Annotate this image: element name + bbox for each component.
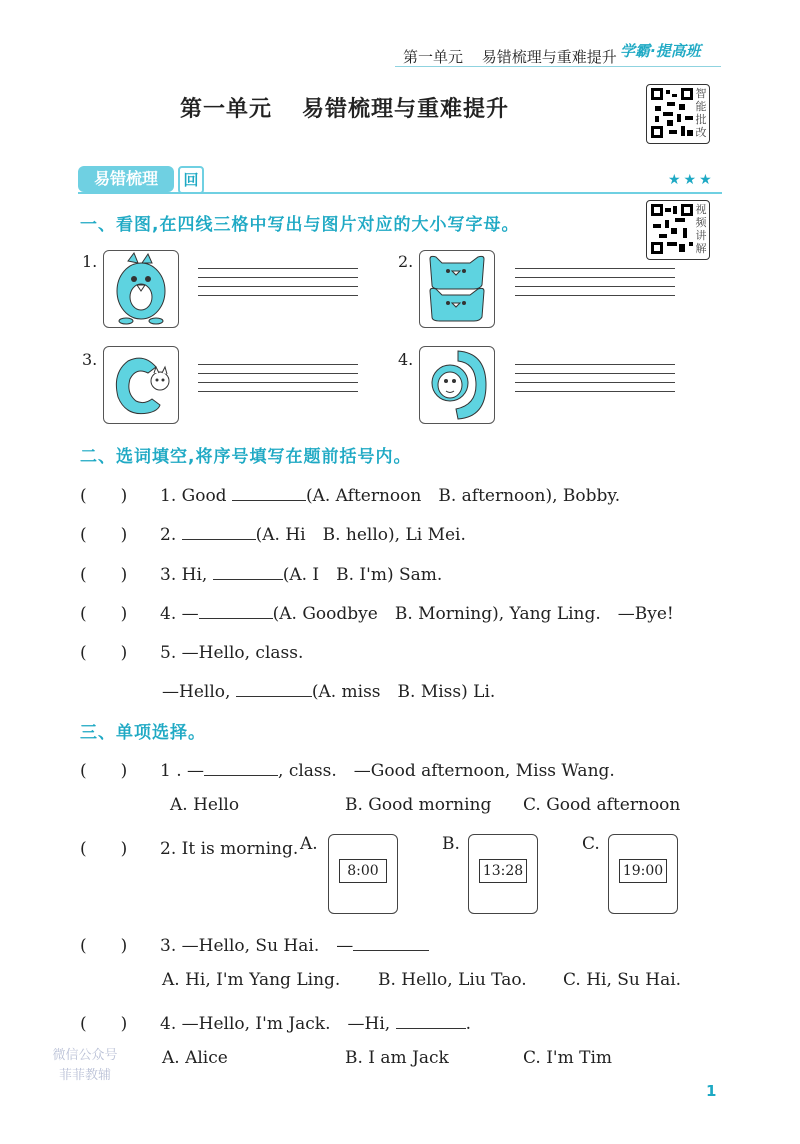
header-rule [395,66,721,67]
title-topic: 易错梳理与重难提升 [302,97,510,122]
writing-lines-2[interactable] [515,268,675,304]
item3-number: 3. [82,350,98,369]
item4-number: 4. [398,350,414,369]
answer-blank[interactable] [396,1013,466,1029]
section2-heading: 二、选词填空,将序号填写在题前括号内。 [80,447,412,467]
q-text: (A. Hi B. hello), Li Mei. [255,525,466,545]
q-text: 5. —Hello, class. [160,643,304,663]
cat-c-picture [103,346,179,424]
watermark-line1: 微信公众号 [52,1048,118,1063]
q-text: 1 . — [160,761,205,781]
section3-heading: 三、单项选择。 [80,723,206,743]
s2-question-5 [80,638,303,663]
monkey-icon [420,347,494,423]
qr1-char: 改 [695,126,707,139]
option-a-label[interactable]: A. [300,834,318,854]
q-text: 2. It is morning. [160,839,299,859]
header-unit: 第一单元 [403,48,464,66]
s2-question-5-reply [162,677,495,702]
qr2-char: 解 [695,242,707,255]
penguin-picture [103,250,179,328]
answer-paren[interactable]: ( ) [80,761,128,781]
answer-blank[interactable] [182,524,256,540]
item2-number: 2. [398,252,414,271]
q-text: 1. Good [160,486,232,506]
option-c-label[interactable]: C. [582,834,600,854]
answer-paren[interactable]: ( ) [80,1014,128,1034]
q-text: . [465,1014,471,1034]
option-b[interactable]: B. Hello, Liu Tao. [378,970,527,990]
page-title [180,92,539,123]
option-c[interactable]: C. Good afternoon [523,795,681,815]
penguin-icon [104,251,178,327]
qr-pattern-icon [651,204,695,256]
answer-blank[interactable] [236,681,312,697]
two-cats-icon [420,251,494,327]
answer-blank[interactable] [199,603,273,619]
monkey-picture [419,346,495,424]
s2-question-4 [80,599,674,624]
answer-paren[interactable]: ( ) [80,604,128,624]
q-text: (A. Afternoon B. afternoon), Bobby. [305,486,621,506]
s3-question-1 [80,756,615,781]
s3-question-4 [80,1009,471,1034]
qr-code-video[interactable] [646,200,710,260]
qr2-char: 讲 [695,229,707,242]
option-c[interactable]: C. I'm Tim [523,1048,613,1068]
title-unit: 第一单元 [180,97,273,122]
clock-option-c[interactable] [608,834,678,914]
s2-question-2 [80,520,466,545]
s2-question-1 [80,481,620,506]
answer-blank[interactable] [232,485,306,501]
review-tag: 回 [178,166,204,194]
running-header [403,46,631,67]
qr-code-smart-grading[interactable] [646,84,710,144]
page-number: 1 [706,1082,717,1100]
clock-option-a[interactable] [328,834,398,914]
clock-time: 19:00 [619,859,667,883]
clock-option-b[interactable] [468,834,538,914]
option-b[interactable]: B. Good morning [345,795,492,815]
option-a[interactable]: A. Alice [162,1048,228,1068]
item1-number: 1. [82,252,98,271]
q-text: 3. —Hello, Su Hai. — [160,936,354,956]
brand-logo: 学霸·提高班 [620,42,701,60]
answer-paren[interactable]: ( ) [80,936,128,956]
qr1-label [694,87,708,139]
q-text: (A. Goodbye B. Morning), Yang Ling. —Bye! [272,604,674,624]
q-text: 2. [160,525,182,545]
writing-lines-1[interactable] [198,268,358,304]
option-c[interactable]: C. Hi, Su Hai. [563,970,682,990]
qr2-label [694,203,708,255]
writing-lines-4[interactable] [515,364,675,400]
difficulty-stars: ★★★ [668,172,715,188]
banner-rule [78,192,722,194]
option-a[interactable]: A. Hi, I'm Yang Ling. [162,970,341,990]
answer-blank[interactable] [353,935,429,951]
qr-pattern-icon [651,88,695,140]
s2-question-3 [80,560,442,585]
s3-question-2 [80,834,298,859]
qr1-char: 智 [695,87,707,100]
qr1-char: 批 [695,113,707,126]
q-text: 3. Hi, [160,565,213,585]
q-text: 4. — [160,604,199,624]
answer-paren[interactable]: ( ) [80,486,128,506]
answer-paren[interactable]: ( ) [80,525,128,545]
q-text: (A. I B. I'm) Sam. [282,565,443,585]
s3-question-3 [80,931,429,956]
qr2-char: 视 [695,203,707,216]
q-text: (A. miss B. Miss) Li. [311,682,496,702]
watermark-line2: 菲菲教辅 [58,1068,111,1083]
q-text: —Hello, [162,682,236,702]
answer-paren[interactable]: ( ) [80,643,128,663]
option-a[interactable]: A. Hello [170,795,240,815]
qr1-char: 能 [695,100,707,113]
clock-time: 8:00 [339,859,387,883]
clock-time: 13:28 [479,859,527,883]
q-text: 4. —Hello, I'm Jack. —Hi, [160,1014,396,1034]
answer-blank[interactable] [213,564,283,580]
section-banner: 易错梳理 [78,166,174,192]
q-text: , class. —Good afternoon, Miss Wang. [278,761,615,781]
section1-heading: 一、看图,在四线三格中写出与图片对应的大小写字母。 [80,215,520,235]
cat-letter-icon [104,347,178,423]
cats-picture [419,250,495,328]
option-b[interactable]: B. I am Jack [345,1048,449,1068]
option-b-label[interactable]: B. [442,834,460,854]
header-topic: 易错梳理与重难提升 [481,48,617,66]
writing-lines-3[interactable] [198,364,358,400]
answer-paren[interactable]: ( ) [80,839,128,859]
answer-blank[interactable] [204,760,278,776]
answer-paren[interactable]: ( ) [80,565,128,585]
qr2-char: 频 [695,216,707,229]
watermark [48,1046,122,1086]
